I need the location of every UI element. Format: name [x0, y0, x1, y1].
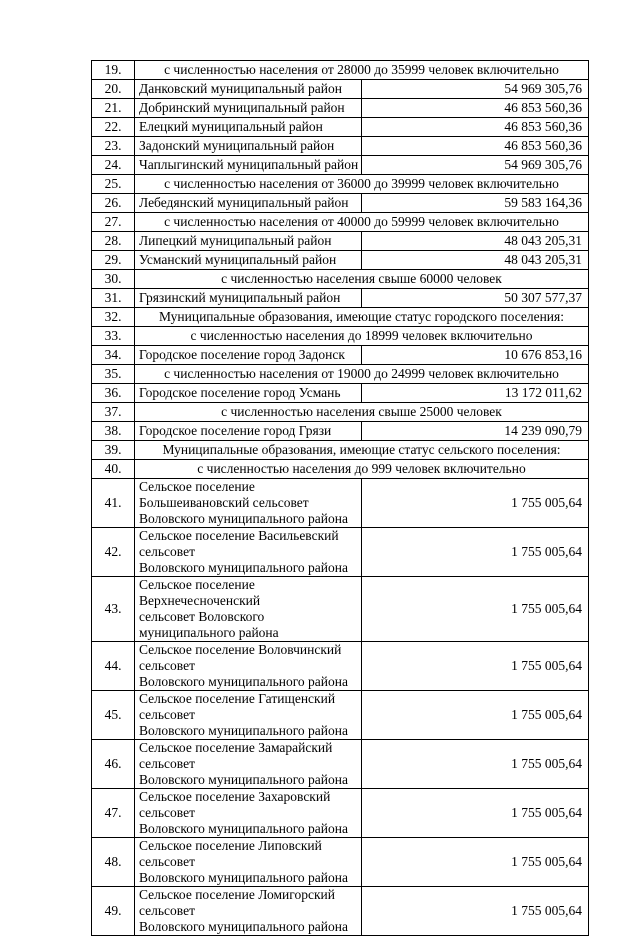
municipality-name: Задонский муниципальный район [135, 137, 362, 156]
table-row [92, 270, 589, 289]
municipality-name [135, 479, 362, 528]
municipality-name-line-2: Воловского муниципального района [139, 723, 348, 738]
row-number: 25. [92, 175, 135, 194]
row-number: 40. [92, 460, 135, 479]
row-number: 46. [92, 740, 135, 789]
amount-value: 1 755 005,64 [362, 642, 589, 691]
municipality-name-line-2: Воловского муниципального района [139, 919, 348, 934]
row-number: 26. [92, 194, 135, 213]
municipality-name-line-2: Воловского муниципального района [139, 674, 348, 689]
section-header: с численностью населения от 19000 до 24999 человек включительно [135, 365, 589, 384]
municipality-name: Городское поселение город Грязи [135, 422, 362, 441]
amount-value: 13 172 011,62 [362, 384, 589, 403]
table-row [92, 137, 589, 156]
table-row [92, 838, 589, 887]
row-number: 30. [92, 270, 135, 289]
row-number: 35. [92, 365, 135, 384]
row-number: 33. [92, 327, 135, 346]
table-row [92, 384, 589, 403]
municipality-name-line-1: Сельское поселение Воловчинский сельсовет [139, 642, 342, 673]
municipality-name-line-2: Воловского муниципального района [139, 560, 348, 575]
table-row [92, 80, 589, 99]
municipality-name [135, 577, 362, 642]
municipality-name-line-1: Сельское поселение Верхнечесноченский [139, 577, 261, 608]
row-number: 37. [92, 403, 135, 422]
amount-value: 1 755 005,64 [362, 740, 589, 789]
amount-value: 46 853 560,36 [362, 137, 589, 156]
municipality-name: Усманский муниципальный район [135, 251, 362, 270]
municipality-name: Данковский муниципальный район [135, 80, 362, 99]
municipality-name-line-2: Воловского муниципального района [139, 511, 348, 526]
amount-value: 46 853 560,36 [362, 99, 589, 118]
table-row [92, 308, 589, 327]
municipality-name-line-1: Сельское поселение Замарайский сельсовет [139, 740, 333, 771]
table-row [92, 642, 589, 691]
row-number: 27. [92, 213, 135, 232]
row-number: 48. [92, 838, 135, 887]
table-row [92, 479, 589, 528]
municipality-name-line-1: Сельское поселение Васильевский сельсовет [139, 528, 339, 559]
row-number: 22. [92, 118, 135, 137]
table-row [92, 118, 589, 137]
amount-value: 59 583 164,36 [362, 194, 589, 213]
municipality-name: Городское поселение город Усмань [135, 384, 362, 403]
row-number: 45. [92, 691, 135, 740]
table-row [92, 460, 589, 479]
municipality-name: Грязинский муниципальный район [135, 289, 362, 308]
table-row [92, 61, 589, 80]
amount-value: 1 755 005,64 [362, 691, 589, 740]
table-row [92, 251, 589, 270]
row-number: 34. [92, 346, 135, 365]
municipality-name [135, 528, 362, 577]
municipality-name-line-1: Сельское поселение Захаровский сельсовет [139, 789, 331, 820]
row-number: 23. [92, 137, 135, 156]
municipality-name [135, 740, 362, 789]
table-row [92, 156, 589, 175]
amount-value: 1 755 005,64 [362, 887, 589, 936]
section-header: с численностью населения свыше 25000 человек [135, 403, 589, 422]
table-row [92, 422, 589, 441]
amount-value: 50 307 577,37 [362, 289, 589, 308]
table-row [92, 232, 589, 251]
amount-value: 10 676 853,16 [362, 346, 589, 365]
row-number: 36. [92, 384, 135, 403]
table-row [92, 577, 589, 642]
municipality-name [135, 642, 362, 691]
table-row [92, 691, 589, 740]
table-row [92, 441, 589, 460]
municipality-name [135, 838, 362, 887]
municipality-name-line-1: Сельское поселение Большеивановский сельсовет [139, 479, 309, 510]
municipality-name-line-2: сельсовет Воловского муниципального района [139, 609, 279, 640]
row-number: 49. [92, 887, 135, 936]
municipality-name-line-2: Воловского муниципального района [139, 772, 348, 787]
amount-value: 54 969 305,76 [362, 156, 589, 175]
row-number: 31. [92, 289, 135, 308]
amount-value: 1 755 005,64 [362, 838, 589, 887]
row-number: 29. [92, 251, 135, 270]
row-number: 47. [92, 789, 135, 838]
table-body [92, 61, 589, 936]
section-header: с численностью населения от 40000 до 59999 человек включительно [135, 213, 589, 232]
municipality-name [135, 789, 362, 838]
row-number: 28. [92, 232, 135, 251]
municipality-name-line-2: Воловского муниципального района [139, 821, 348, 836]
section-header: с численностью населения до 999 человек включительно [135, 460, 589, 479]
table-row [92, 327, 589, 346]
table-row [92, 887, 589, 936]
amount-value: 1 755 005,64 [362, 789, 589, 838]
municipality-name: Лебедянский муниципальный район [135, 194, 362, 213]
table-row [92, 213, 589, 232]
amount-value: 14 239 090,79 [362, 422, 589, 441]
amount-value: 46 853 560,36 [362, 118, 589, 137]
row-number: 32. [92, 308, 135, 327]
section-header: с численностью населения до 18999 человек включительно [135, 327, 589, 346]
row-number: 20. [92, 80, 135, 99]
table-row [92, 789, 589, 838]
table-row [92, 175, 589, 194]
municipality-name: Городское поселение город Задонск [135, 346, 362, 365]
amount-value: 48 043 205,31 [362, 251, 589, 270]
row-number: 42. [92, 528, 135, 577]
section-header: с численностью населения свыше 60000 человек [135, 270, 589, 289]
allocation-table [91, 60, 589, 936]
table-row [92, 365, 589, 384]
municipality-name: Липецкий муниципальный район [135, 232, 362, 251]
amount-value: 1 755 005,64 [362, 528, 589, 577]
municipality-name [135, 691, 362, 740]
section-header: с численностью населения от 36000 до 39999 человек включительно [135, 175, 589, 194]
municipality-name-line-2: Воловского муниципального района [139, 870, 348, 885]
document-page [91, 60, 589, 936]
table-row [92, 403, 589, 422]
row-number: 21. [92, 99, 135, 118]
table-row [92, 99, 589, 118]
municipality-name: Елецкий муниципальный район [135, 118, 362, 137]
municipality-name: Чаплыгинский муниципальный район [135, 156, 362, 175]
municipality-name-line-1: Сельское поселение Гатищенский сельсовет [139, 691, 336, 722]
municipality-name: Добринский муниципальный район [135, 99, 362, 118]
amount-value: 1 755 005,64 [362, 479, 589, 528]
table-row [92, 346, 589, 365]
municipality-name [135, 887, 362, 936]
table-row [92, 740, 589, 789]
row-number: 24. [92, 156, 135, 175]
amount-value: 54 969 305,76 [362, 80, 589, 99]
table-row [92, 528, 589, 577]
municipality-name-line-1: Сельское поселение Липовский сельсовет [139, 838, 322, 869]
section-header: Муниципальные образования, имеющие статус сельского поселения: [135, 441, 589, 460]
amount-value: 1 755 005,64 [362, 577, 589, 642]
table-row [92, 289, 589, 308]
row-number: 38. [92, 422, 135, 441]
row-number: 19. [92, 61, 135, 80]
row-number: 39. [92, 441, 135, 460]
section-header: Муниципальные образования, имеющие статус городского поселения: [135, 308, 589, 327]
amount-value: 48 043 205,31 [362, 232, 589, 251]
section-header: с численностью населения от 28000 до 35999 человек включительно [135, 61, 589, 80]
table-row [92, 194, 589, 213]
row-number: 44. [92, 642, 135, 691]
municipality-name-line-1: Сельское поселение Ломигорский сельсовет [139, 887, 335, 918]
row-number: 43. [92, 577, 135, 642]
row-number: 41. [92, 479, 135, 528]
